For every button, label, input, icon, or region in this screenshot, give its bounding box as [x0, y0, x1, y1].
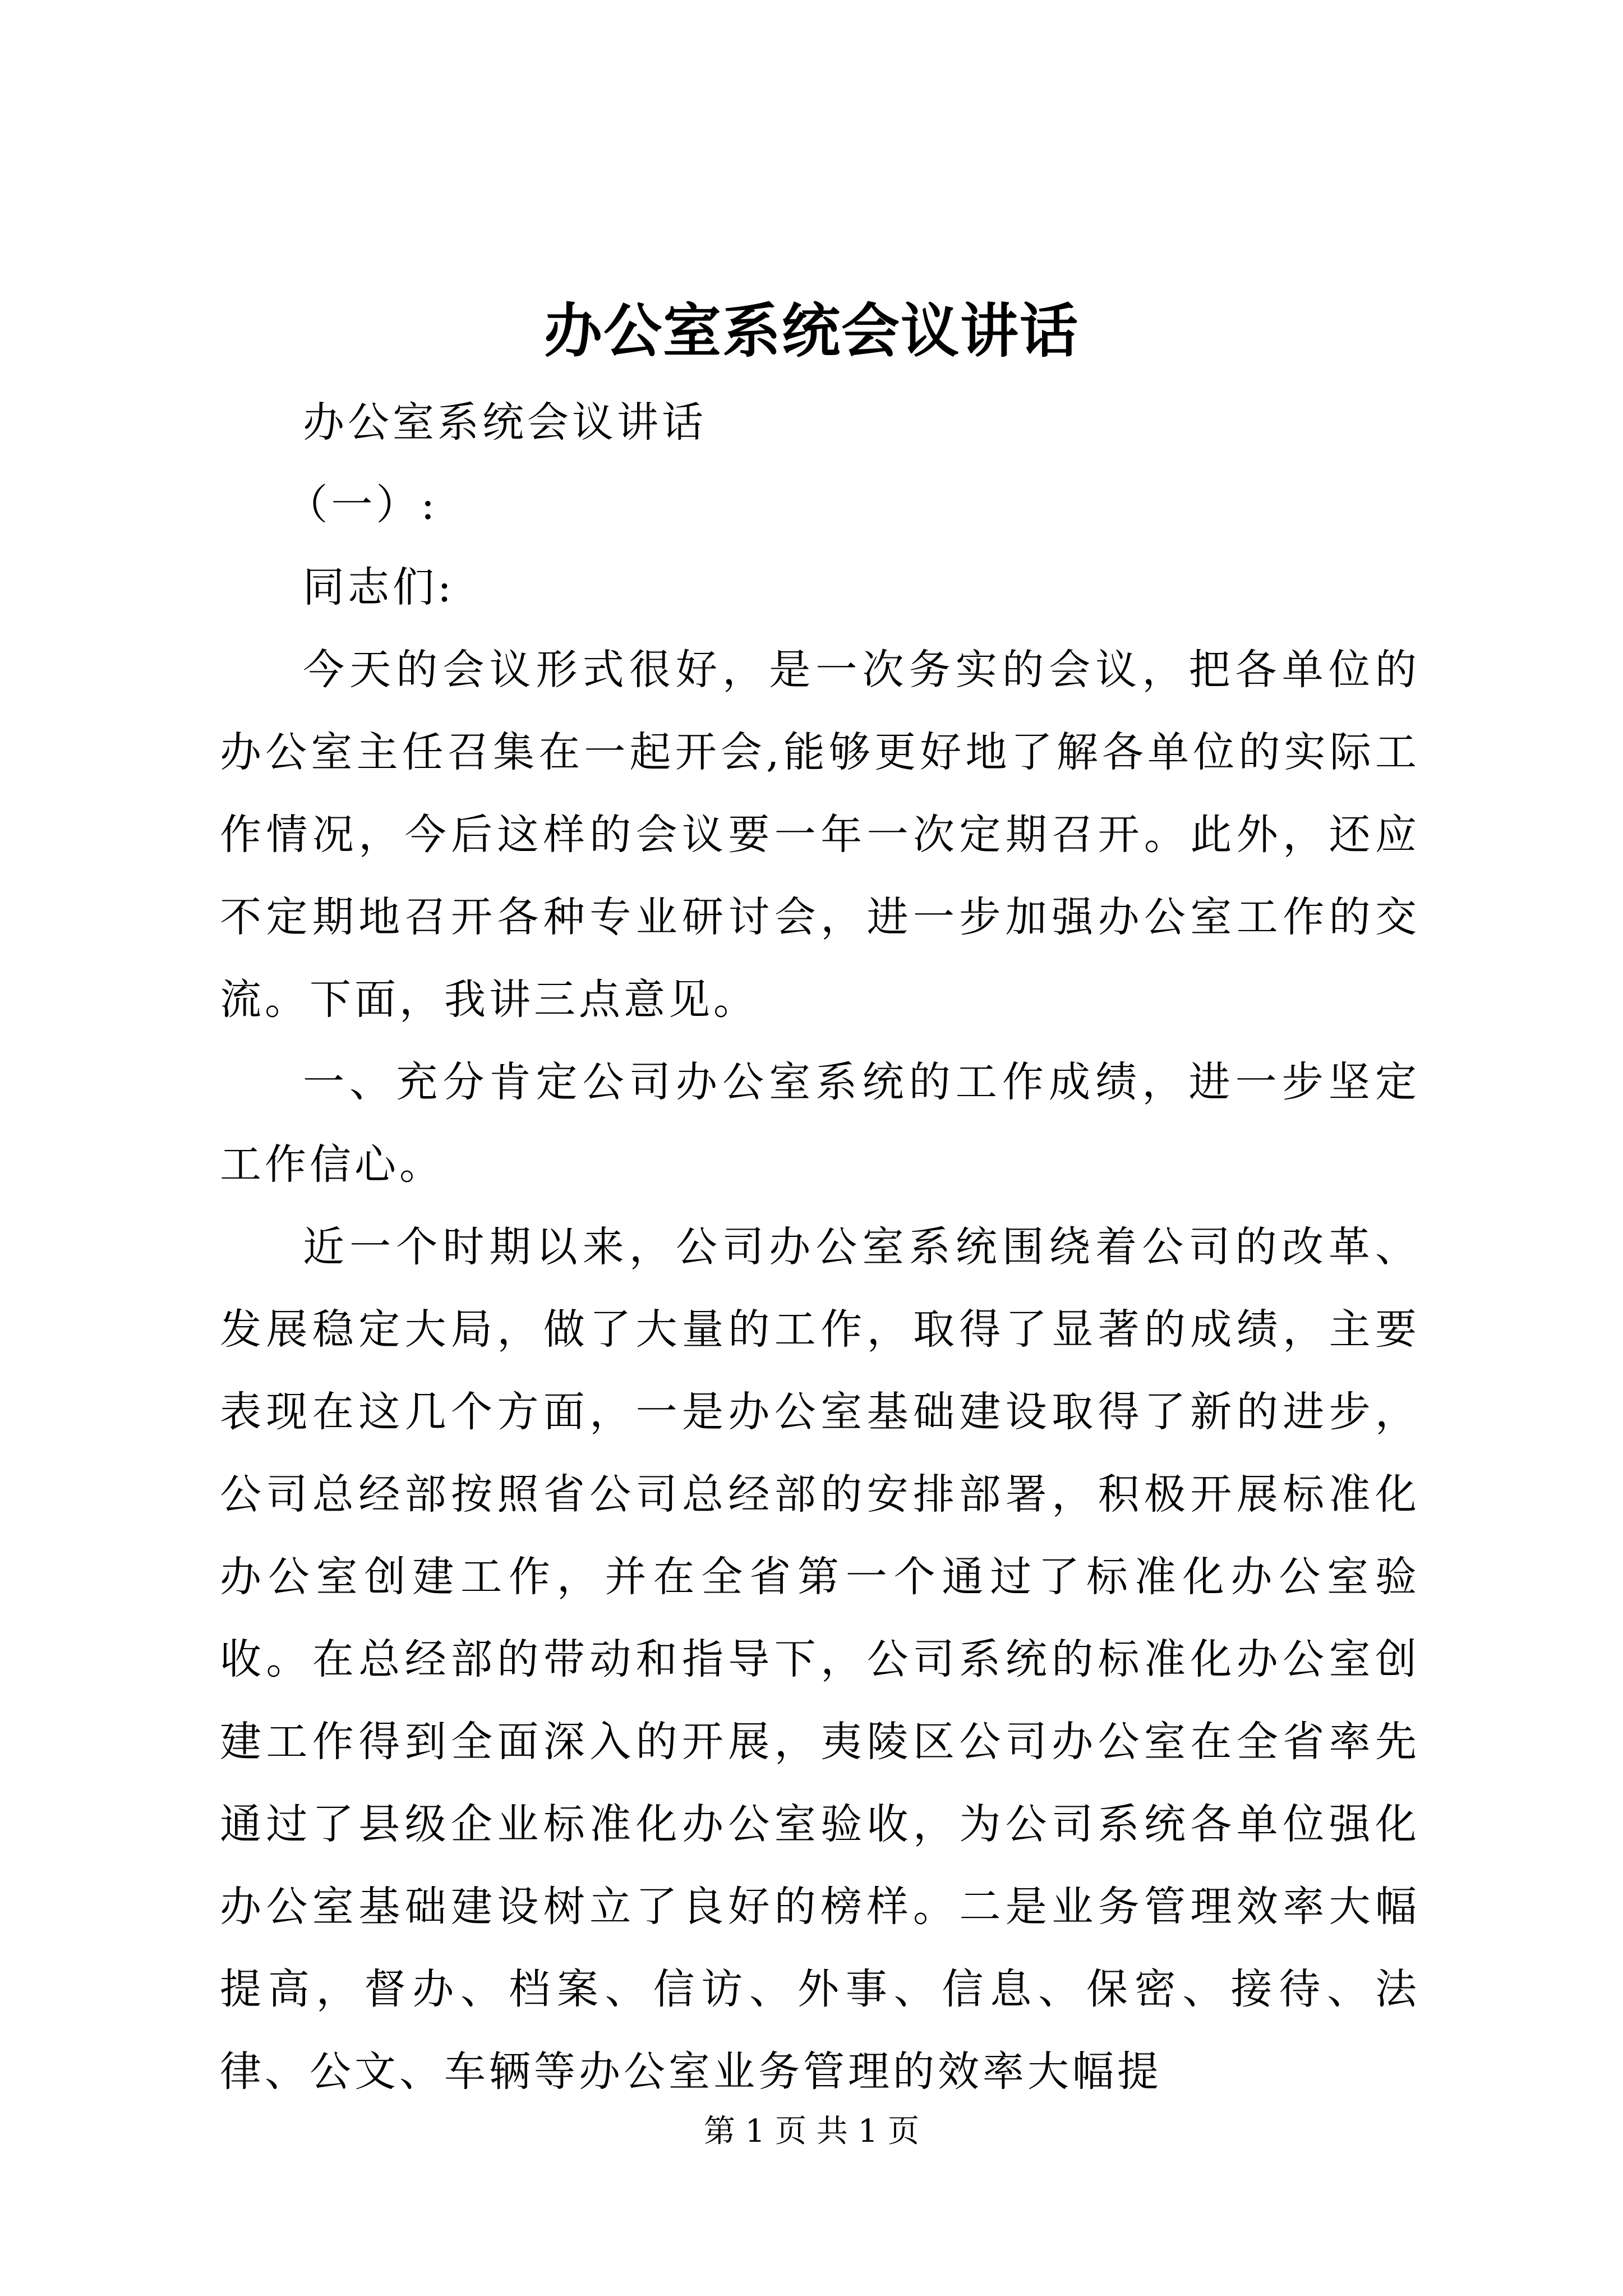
paragraph-salutation: 同志们:	[303, 563, 455, 611]
paragraph-section-marker: （一）:	[286, 481, 439, 529]
page-footer: 第 1 页 共 1 页	[703, 2113, 920, 2150]
document-body	[220, 381, 1420, 2113]
paragraph-intro: 今天的会议形式很好，是一次务实的会议，把各单位的办公室主任召集在一起开会,能够更好地了解各单位的实际工作情况，今后这样的会议要一年一次定期召开。此外，还应不定期地召开各种专业研讨会，进一步加强办公室工作的交流。下面，我讲三点意见。	[220, 646, 1420, 1024]
document-title: 办公室系统会议讲话	[543, 296, 1079, 365]
paragraph-subtitle: 办公室系统会议讲话	[303, 398, 707, 447]
paragraph-achievements: 近一个时期以来，公司办公室系统围绕着公司的改革、发展稳定大局，做了大量的工作，取得了显著的成绩，主要表现在这几个方面，一是办公室基础建设取得了新的进步，公司总经部按照省公司总经部的安排部署，积极开展标准化办公室创建工作，并在全省第一个通过了标准化办公室验收。在总经部的带动和指导下，公司系统的标准化办公室创建工作得到全面深入的开展，夷陵区公司办公室在全省率先通过了县级企业标准化办公室验收，为公司系统各单位强化办公室基础建设树立了良好的榜样。二是业务管理效率大幅提高，督办、档案、信访、外事、信息、保密、接待、法律、公文、车辆等办公室业务管理的效率大幅提	[220, 1223, 1420, 2096]
paragraph-point-one-heading: 一、充分肯定公司办公室系统的工作成绩，进一步坚定工作信心。	[220, 1058, 1420, 1189]
